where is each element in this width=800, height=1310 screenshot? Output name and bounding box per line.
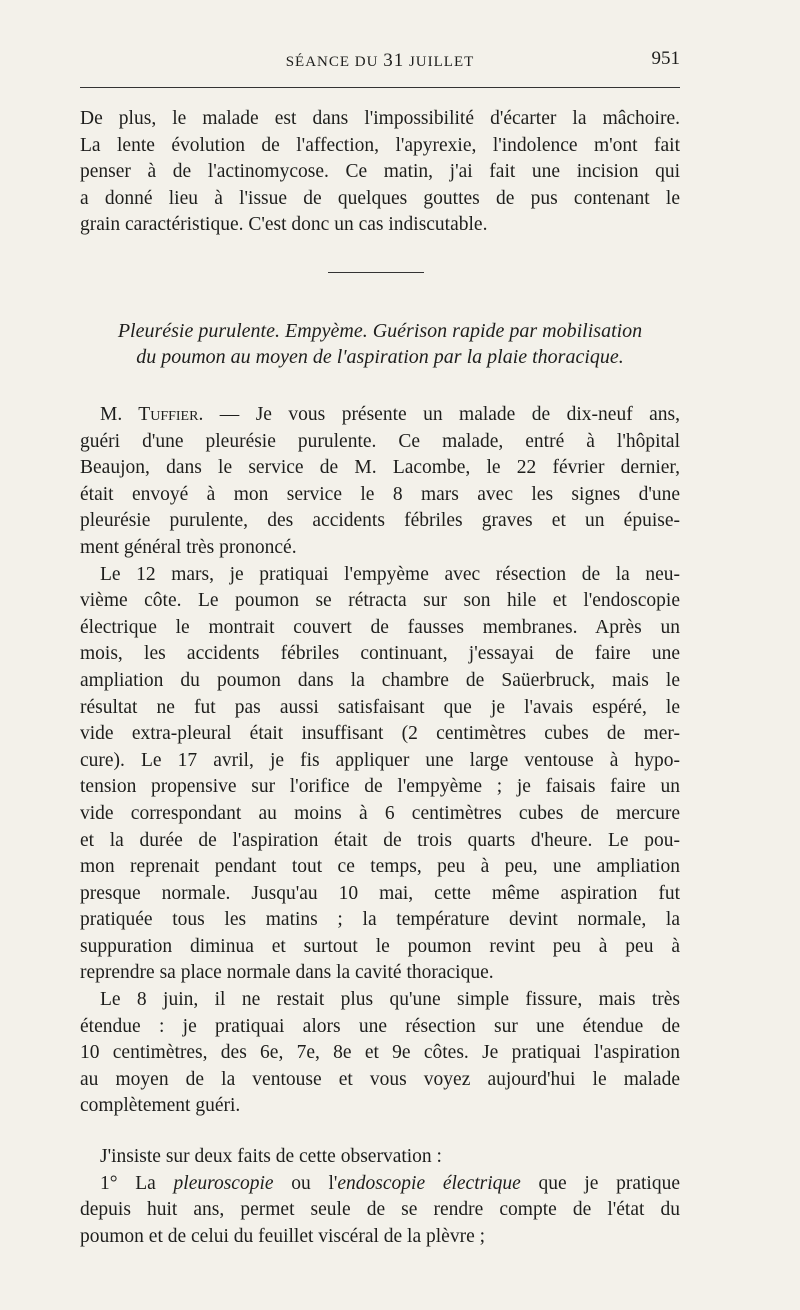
text-line: complètement guéri. <box>80 1095 241 1117</box>
text-line: suppuration diminua et surtout le poumon revint peu à peu à <box>80 935 680 957</box>
header-rule <box>80 87 680 88</box>
text-line: grain caractéristique. C'est donc un cas indiscutable. <box>80 214 488 236</box>
text-line: Beaujon, dans le service de M. Lacombe, le 22 février dernier, <box>80 457 680 479</box>
speaker-name: M. Tuffier. <box>100 404 204 425</box>
text-line: pratiquée tous les matins ; la température devint normale, la <box>80 909 680 931</box>
seance-day: 31 <box>383 50 405 71</box>
text-fragment: ou l' <box>291 1172 338 1194</box>
article-body <box>80 402 680 1250</box>
text-line <box>80 402 680 429</box>
text-line: penser à de l'actinomycose. Ce matin, j'ai fait une incision qui <box>80 161 680 183</box>
text-line: ment général très prononcé. <box>80 536 297 558</box>
text-line: De plus, le malade est dans l'impossibilité d'écarter la mâchoire. <box>80 108 680 129</box>
text-line: pleurésie purulente, des accidents fébriles graves et un épuise- <box>80 510 680 532</box>
text-line: 10 centimètres, des 6e, 7e, 8e et 9e côtes. Je pratiquai l'aspiration <box>80 1042 680 1064</box>
emphasis-term: pleuroscopie <box>173 1172 274 1194</box>
section-separator <box>328 272 424 273</box>
text-line: J'insiste sur deux faits de cette observation : <box>100 1146 442 1168</box>
text-line: vide correspondant au moins à 6 centimètres cubes de mercure <box>80 802 680 824</box>
seance-prefix: SÉANCE DU <box>285 54 379 70</box>
text-line: guéri d'une pleurésie purulente. Ce malade, entré à l'hôpital <box>80 430 680 452</box>
text-line: au moyen de la ventouse et vous voyez aujourd'hui le malade <box>80 1068 680 1090</box>
text-line: cure). Le 17 avril, je fis appliquer une large ventouse à hypo- <box>80 749 680 771</box>
paragraph-gap <box>80 1120 680 1144</box>
text-line: vième côte. Le poumon se rétracta sur son hile et l'endoscopie <box>80 590 680 612</box>
text-line: étendue : je pratiquai alors une résection sur une étendue de <box>80 1015 680 1037</box>
text-fragment: que je pratique <box>538 1172 681 1194</box>
page-number: 951 <box>651 48 680 69</box>
text-line: ampliation du poumon dans la chambre de Saüerbruck, mais le <box>80 669 680 691</box>
text-line: a donné lieu à l'issue de quelques gouttes de pus contenant le <box>80 187 680 209</box>
text-line: mois, les accidents fébriles continuant, j'essayai de faire une <box>80 643 680 665</box>
running-header <box>80 50 680 74</box>
text-line: poumon et de celui du feuillet viscéral de la plèvre ; <box>80 1225 486 1247</box>
running-title <box>80 50 680 72</box>
text-line: résultat ne fut pas aussi satisfaisant que je l'avais espéré, le <box>80 696 680 718</box>
emphasis-term: endoscopie électrique <box>337 1172 521 1194</box>
intro-paragraph <box>80 106 680 239</box>
text-line: Le 8 juin, il ne restait plus qu'une simple fissure, mais très <box>100 989 680 1011</box>
text-line: et la durée de l'aspiration était de trois quarts d'heure. Le pou- <box>80 829 680 851</box>
section-title <box>80 318 680 370</box>
text-line: mon reprenait pendant tout ce temps, peu à peu, une ampliation <box>80 856 680 878</box>
text-line: vide extra-pleural était insuffisant (2 centimètres cubes de mer- <box>80 723 680 745</box>
text-line: reprendre sa place normale dans la cavité thoracique. <box>80 962 494 984</box>
text-line <box>80 1171 680 1198</box>
text-line: Le 12 mars, je pratiquai l'empyème avec résection de la neu- <box>100 563 680 585</box>
section-title-line: Pleurésie purulente. Empyème. Guérison rapide par mobilisation <box>117 320 643 342</box>
text-line: électrique le montrait couvert de fausses membranes. Après un <box>80 616 680 638</box>
seance-month: JUILLET <box>408 54 475 70</box>
text-line: depuis huit ans, permet seule de se rendre compte de l'état du <box>80 1199 680 1221</box>
text-line: presque normale. Jusqu'au 10 mai, cette même aspiration fut <box>80 882 680 904</box>
text-fragment: — Je vous présente un malade de dix-neuf ans, <box>219 404 681 425</box>
text-line: était envoyé à mon service le 8 mars avec les signes d'une <box>80 483 680 505</box>
text-line: La lente évolution de l'affection, l'apyrexie, l'indolence m'ont fait <box>80 134 680 156</box>
text-fragment: 1° La <box>100 1172 156 1194</box>
text-line: tension propensive sur l'orifice de l'empyème ; je faisais faire un <box>80 776 680 798</box>
section-title-line: du poumon au moyen de l'aspiration par la plaie thoracique. <box>136 346 624 368</box>
